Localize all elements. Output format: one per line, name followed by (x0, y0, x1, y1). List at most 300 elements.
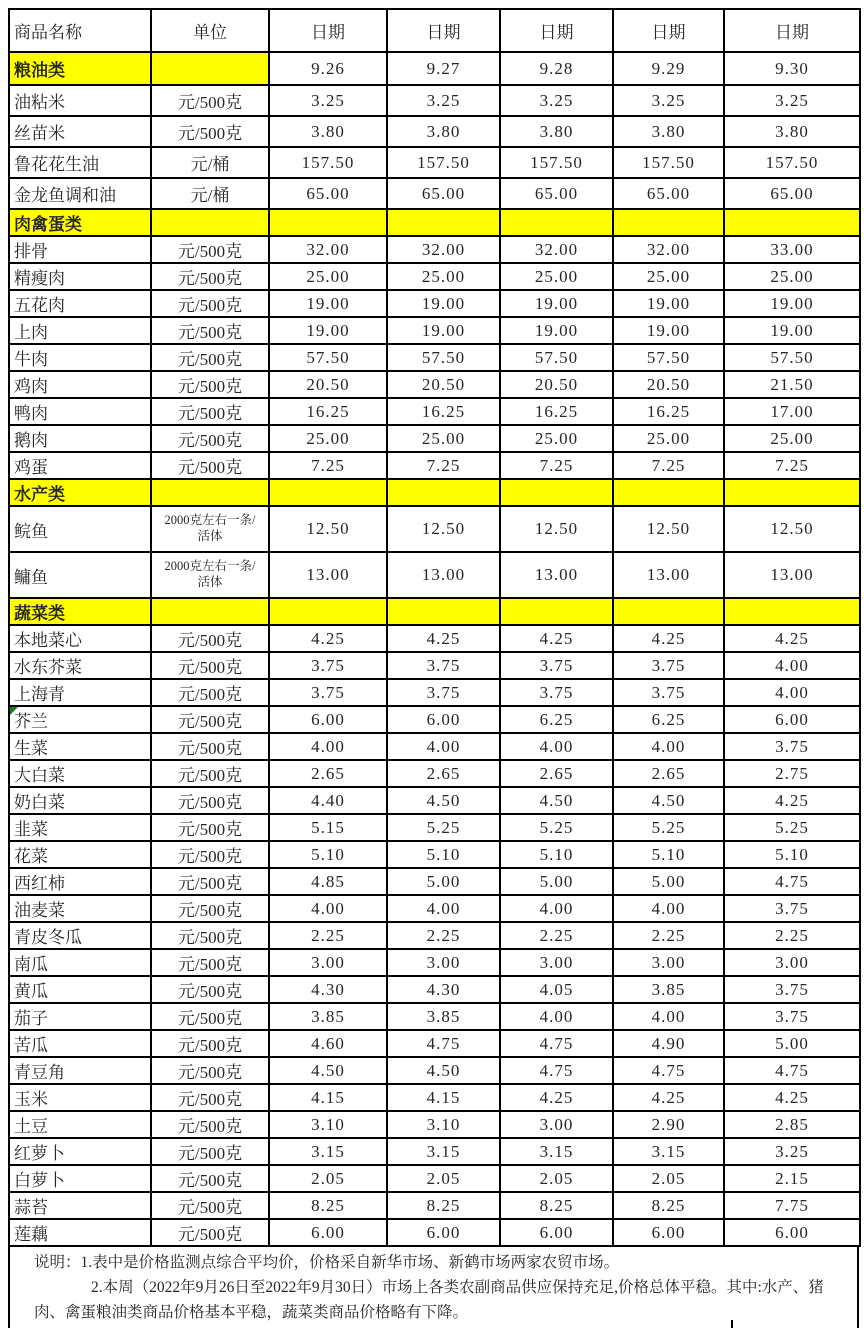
product-name-cell (9, 263, 151, 290)
price-cell: 3.15 (269, 1138, 387, 1165)
price-cell: 19.00 (724, 317, 860, 344)
unit-cell: 元/500克 (151, 625, 269, 652)
product-name-cell (9, 922, 151, 949)
price-cell: 5.25 (613, 814, 724, 841)
price-cell: 3.85 (387, 1003, 500, 1030)
price-cell: 4.40 (269, 787, 387, 814)
product-name: 鳙鱼 (14, 567, 48, 587)
price-cell: 33.00 (724, 236, 860, 263)
price-cell: 9.30 (724, 52, 860, 85)
table-row (9, 1030, 860, 1057)
price-cell: 13.00 (387, 552, 500, 598)
unit-cell: 元/500克 (151, 976, 269, 1003)
unit-cell (151, 52, 269, 85)
unit-cell: 元/500克 (151, 344, 269, 371)
price-cell: 57.50 (500, 344, 613, 371)
price-cell: 4.75 (724, 1057, 860, 1084)
price-cell: 5.10 (387, 841, 500, 868)
price-cell: 7.25 (724, 452, 860, 479)
price-cell (387, 209, 500, 236)
product-name: 上肉 (14, 323, 48, 342)
price-cell: 4.00 (613, 895, 724, 922)
unit-cell: 元/500克 (151, 949, 269, 976)
price-cell: 3.80 (387, 116, 500, 147)
table-row (9, 1084, 860, 1111)
unit-cell: 元/500克 (151, 236, 269, 263)
price-cell: 3.75 (269, 652, 387, 679)
product-name-cell (9, 841, 151, 868)
price-cell: 20.50 (500, 371, 613, 398)
price-cell: 4.30 (269, 976, 387, 1003)
price-cell: 9.28 (500, 52, 613, 85)
price-cell: 6.00 (724, 706, 860, 733)
product-name-cell (9, 652, 151, 679)
price-cell: 3.25 (613, 85, 724, 116)
price-cell: 4.75 (724, 868, 860, 895)
price-cell: 4.75 (500, 1030, 613, 1057)
price-cell: 5.00 (387, 868, 500, 895)
product-name: 粮油类 (14, 61, 65, 80)
product-name-cell (9, 760, 151, 787)
price-cell: 13.00 (613, 552, 724, 598)
product-name: 茄子 (14, 1009, 48, 1028)
price-cell: 7.25 (500, 452, 613, 479)
table-row (9, 814, 860, 841)
unit-cell: 元/500克 (151, 425, 269, 452)
price-cell: 3.75 (724, 1003, 860, 1030)
price-cell: 4.25 (500, 1084, 613, 1111)
price-cell: 3.25 (269, 85, 387, 116)
price-cell: 25.00 (613, 263, 724, 290)
unit-cell: 元/500克 (151, 1111, 269, 1138)
product-name: 花菜 (14, 847, 48, 866)
price-cell: 5.00 (500, 868, 613, 895)
price-cell: 4.50 (387, 787, 500, 814)
price-cell: 2.05 (500, 1165, 613, 1192)
product-name: 苦瓜 (14, 1036, 48, 1055)
price-cell: 3.75 (613, 679, 724, 706)
price-cell: 19.00 (613, 290, 724, 317)
price-cell: 20.50 (613, 371, 724, 398)
price-cell: 5.10 (500, 841, 613, 868)
price-cell: 3.00 (500, 949, 613, 976)
price-cell: 12.50 (500, 506, 613, 552)
price-cell: 16.25 (500, 398, 613, 425)
product-name-cell (9, 85, 151, 116)
price-cell: 25.00 (387, 263, 500, 290)
unit-cell: 元/500克 (151, 733, 269, 760)
price-cell: 157.50 (724, 147, 860, 178)
table-row (9, 868, 860, 895)
unit-cell: 元/500克 (151, 452, 269, 479)
table-row (9, 371, 860, 398)
price-cell: 2.85 (724, 1111, 860, 1138)
product-name-cell (9, 479, 151, 506)
product-name-cell (9, 1057, 151, 1084)
table-row (9, 452, 860, 479)
note-line-1: 说明：1.表中是价格监测点综合平均价，价格采自新华市场、新鹤市场两家农贸市场。 (34, 1254, 620, 1271)
table-row (9, 652, 860, 679)
price-cell: 2.05 (387, 1165, 500, 1192)
unit-cell: 元/500克 (151, 1003, 269, 1030)
price-cell: 3.00 (500, 1111, 613, 1138)
price-cell: 3.75 (269, 679, 387, 706)
price-cell: 4.25 (387, 625, 500, 652)
product-name: 水产类 (14, 485, 65, 504)
price-cell: 4.15 (269, 1084, 387, 1111)
product-name: 鲁花花生油 (14, 155, 99, 174)
comment-marker-icon (10, 707, 18, 715)
product-name: 蔬菜类 (14, 604, 65, 623)
table-row (9, 1165, 860, 1192)
product-name: 五花肉 (14, 296, 65, 315)
header-row (9, 9, 860, 52)
price-cell: 5.25 (724, 814, 860, 841)
price-cell: 2.75 (724, 760, 860, 787)
price-cell: 12.50 (387, 506, 500, 552)
price-cell: 4.50 (269, 1057, 387, 1084)
price-cell: 57.50 (724, 344, 860, 371)
price-cell: 16.25 (613, 398, 724, 425)
price-cell: 157.50 (387, 147, 500, 178)
product-name: 本地菜心 (14, 631, 82, 650)
price-cell: 7.25 (613, 452, 724, 479)
unit-cell: 元/500克 (151, 706, 269, 733)
product-name-cell (9, 1111, 151, 1138)
price-cell: 17.00 (724, 398, 860, 425)
price-cell: 3.10 (387, 1111, 500, 1138)
product-name: 红萝卜 (14, 1144, 65, 1163)
price-cell: 3.00 (387, 949, 500, 976)
table-row (9, 922, 860, 949)
unit-cell: 元/500克 (151, 1165, 269, 1192)
table-row (9, 895, 860, 922)
price-cell: 12.50 (613, 506, 724, 552)
table-row (9, 706, 860, 733)
product-name: 鸡蛋 (14, 458, 48, 477)
price-cell: 2.25 (724, 922, 860, 949)
unit-cell: 元/500克 (151, 1057, 269, 1084)
product-name: 生菜 (14, 739, 48, 758)
unit-cell: 元/500克 (151, 1219, 269, 1246)
price-cell: 7.25 (269, 452, 387, 479)
table-row (9, 1003, 860, 1030)
price-cell: 6.00 (387, 706, 500, 733)
price-cell: 2.25 (269, 922, 387, 949)
price-cell: 6.00 (724, 1219, 860, 1246)
price-cell: 4.00 (269, 895, 387, 922)
product-name: 土豆 (14, 1117, 48, 1136)
price-cell: 3.75 (613, 652, 724, 679)
unit-cell: 元/500克 (151, 1138, 269, 1165)
product-name-cell (9, 814, 151, 841)
column-header-date-3: 日期 (500, 9, 613, 52)
table-row (9, 1219, 860, 1246)
price-cell: 3.85 (269, 1003, 387, 1030)
price-cell: 5.10 (269, 841, 387, 868)
unit-cell: 元/500克 (151, 679, 269, 706)
price-cell: 6.00 (387, 1219, 500, 1246)
unit-cell: 元/500克 (151, 116, 269, 147)
unit-cell: 元/500克 (151, 371, 269, 398)
column-header-date-4: 日期 (613, 9, 724, 52)
price-cell: 2.90 (613, 1111, 724, 1138)
price-cell: 3.25 (724, 1138, 860, 1165)
product-name-cell (9, 598, 151, 625)
table-row (9, 760, 860, 787)
table-row (9, 976, 860, 1003)
price-cell: 8.25 (500, 1192, 613, 1219)
unit-cell: 元/500克 (151, 263, 269, 290)
table-row (9, 679, 860, 706)
price-cell: 2.65 (500, 760, 613, 787)
product-name-cell (9, 371, 151, 398)
price-cell: 13.00 (500, 552, 613, 598)
price-cell: 13.00 (269, 552, 387, 598)
product-name: 鹅肉 (14, 431, 48, 450)
product-name-cell (9, 1084, 151, 1111)
product-name-cell (9, 1138, 151, 1165)
price-cell: 4.00 (387, 733, 500, 760)
price-cell: 3.00 (724, 949, 860, 976)
price-cell: 9.29 (613, 52, 724, 85)
table-row (9, 1138, 860, 1165)
product-name-cell (9, 1165, 151, 1192)
category-row (9, 479, 860, 506)
table-row (9, 949, 860, 976)
price-cell: 4.25 (500, 625, 613, 652)
product-name-cell (9, 290, 151, 317)
price-cell: 8.25 (269, 1192, 387, 1219)
price-cell: 4.50 (613, 787, 724, 814)
price-cell: 3.75 (387, 679, 500, 706)
column-header-unit: 单位 (151, 9, 269, 52)
unit-cell: 元/500克 (151, 922, 269, 949)
price-cell: 4.75 (500, 1057, 613, 1084)
price-cell (269, 209, 387, 236)
price-cell: 4.90 (613, 1030, 724, 1057)
unit-cell: 元/500克 (151, 841, 269, 868)
price-cell: 16.25 (387, 398, 500, 425)
table-row (9, 147, 860, 178)
price-cell (613, 209, 724, 236)
price-cell: 4.00 (500, 1003, 613, 1030)
price-cell: 6.25 (500, 706, 613, 733)
price-cell: 4.00 (269, 733, 387, 760)
product-name: 奶白菜 (14, 793, 65, 812)
price-cell: 4.25 (724, 1084, 860, 1111)
product-name-cell (9, 506, 151, 552)
price-cell: 65.00 (500, 178, 613, 209)
price-cell: 4.00 (724, 652, 860, 679)
price-cell: 25.00 (269, 263, 387, 290)
product-name-cell (9, 236, 151, 263)
price-cell: 19.00 (387, 317, 500, 344)
table-row (9, 236, 860, 263)
price-cell: 16.25 (269, 398, 387, 425)
price-cell: 3.10 (269, 1111, 387, 1138)
unit-cell: 元/500克 (151, 652, 269, 679)
product-name-cell (9, 317, 151, 344)
table-body (9, 52, 860, 1246)
unit-cell: 元/500克 (151, 814, 269, 841)
product-name-cell (9, 706, 151, 733)
price-cell: 7.25 (387, 452, 500, 479)
product-name: 鲩鱼 (14, 521, 48, 541)
column-header-date-5: 日期 (724, 9, 860, 52)
unit-cell: 2000克左右一条/活体 (151, 506, 269, 552)
price-cell: 25.00 (724, 425, 860, 452)
price-cell: 65.00 (269, 178, 387, 209)
price-cell: 2.05 (613, 1165, 724, 1192)
price-cell: 4.00 (500, 895, 613, 922)
price-cell: 20.50 (387, 371, 500, 398)
price-cell: 3.15 (387, 1138, 500, 1165)
product-name: 牛肉 (14, 350, 48, 369)
price-cell (387, 598, 500, 625)
product-name-cell (9, 895, 151, 922)
unit-cell (151, 209, 269, 236)
price-cell: 25.00 (500, 425, 613, 452)
price-cell: 2.25 (387, 922, 500, 949)
product-name-cell (9, 209, 151, 236)
product-name-cell (9, 1192, 151, 1219)
price-cell: 65.00 (387, 178, 500, 209)
price-cell: 4.00 (613, 1003, 724, 1030)
notes-section (8, 1247, 859, 1328)
product-name: 青皮冬瓜 (14, 928, 82, 947)
price-cell: 3.00 (269, 949, 387, 976)
table-row (9, 85, 860, 116)
unit-cell: 元/500克 (151, 85, 269, 116)
price-cell: 3.15 (613, 1138, 724, 1165)
column-header-date-1: 日期 (269, 9, 387, 52)
price-cell: 4.25 (613, 625, 724, 652)
price-cell: 9.27 (387, 52, 500, 85)
product-name: 上海青 (14, 685, 65, 704)
price-cell: 4.00 (613, 733, 724, 760)
unit-cell: 元/500克 (151, 787, 269, 814)
product-name: 黄瓜 (14, 982, 48, 1001)
price-cell: 65.00 (613, 178, 724, 209)
product-name: 莲藕 (14, 1225, 48, 1244)
product-name: 玉米 (14, 1090, 48, 1109)
product-name: 西红柿 (14, 874, 65, 893)
price-cell: 3.75 (724, 895, 860, 922)
table-row (9, 116, 860, 147)
price-cell: 8.25 (613, 1192, 724, 1219)
product-name: 白萝卜 (14, 1171, 65, 1190)
price-cell (500, 209, 613, 236)
price-cell: 21.50 (724, 371, 860, 398)
product-name-cell (9, 625, 151, 652)
price-cell: 5.25 (500, 814, 613, 841)
price-cell: 6.00 (613, 1219, 724, 1246)
price-cell: 12.50 (269, 506, 387, 552)
product-name: 排骨 (14, 242, 48, 261)
price-cell: 12.50 (724, 506, 860, 552)
price-cell: 57.50 (613, 344, 724, 371)
product-name-cell (9, 679, 151, 706)
price-cell: 25.00 (724, 263, 860, 290)
table-row (9, 841, 860, 868)
product-name: 大白菜 (14, 766, 65, 785)
price-cell: 6.00 (500, 1219, 613, 1246)
price-cell: 3.25 (387, 85, 500, 116)
table-row (9, 1111, 860, 1138)
table-row (9, 1192, 860, 1219)
price-cell: 2.15 (724, 1165, 860, 1192)
price-cell: 25.00 (613, 425, 724, 452)
product-name: 韭菜 (14, 820, 48, 839)
price-cell (500, 598, 613, 625)
price-cell: 3.85 (613, 976, 724, 1003)
price-cell: 2.65 (613, 760, 724, 787)
product-name-cell (9, 868, 151, 895)
table-row (9, 398, 860, 425)
price-cell: 19.00 (500, 290, 613, 317)
unit-cell: 元/500克 (151, 760, 269, 787)
unit-cell: 元/桶 (151, 178, 269, 209)
product-name-cell (9, 52, 151, 85)
category-row (9, 598, 860, 625)
price-cell: 4.60 (269, 1030, 387, 1057)
price-cell: 32.00 (500, 236, 613, 263)
price-cell: 6.00 (269, 1219, 387, 1246)
product-name: 水东芥菜 (14, 658, 82, 677)
price-cell: 5.10 (613, 841, 724, 868)
product-name-cell (9, 552, 151, 598)
price-cell: 9.26 (269, 52, 387, 85)
price-cell: 4.00 (387, 895, 500, 922)
price-cell (613, 479, 724, 506)
price-cell: 2.05 (269, 1165, 387, 1192)
product-name-cell (9, 147, 151, 178)
price-cell (724, 598, 860, 625)
product-name-cell (9, 787, 151, 814)
product-name: 油麦菜 (14, 901, 65, 920)
price-cell: 19.00 (269, 317, 387, 344)
price-cell: 4.30 (387, 976, 500, 1003)
price-cell (387, 479, 500, 506)
price-cell: 3.80 (500, 116, 613, 147)
price-cell: 2.25 (613, 922, 724, 949)
price-cell: 3.15 (500, 1138, 613, 1165)
price-cell: 4.50 (500, 787, 613, 814)
price-cell: 20.50 (269, 371, 387, 398)
product-name-cell (9, 344, 151, 371)
price-cell: 4.25 (724, 625, 860, 652)
price-cell: 32.00 (269, 236, 387, 263)
table-row (9, 178, 860, 209)
product-name-cell (9, 452, 151, 479)
product-name: 丝苗米 (14, 124, 65, 143)
price-cell: 5.15 (269, 814, 387, 841)
product-name: 肉禽蛋类 (14, 215, 82, 234)
price-cell: 4.05 (500, 976, 613, 1003)
table-row (9, 317, 860, 344)
product-name: 鸡肉 (14, 377, 48, 396)
price-cell: 3.00 (613, 949, 724, 976)
product-name: 精瘦肉 (14, 269, 65, 288)
table-row (9, 344, 860, 371)
column-header-date-2: 日期 (387, 9, 500, 52)
price-cell: 3.25 (724, 85, 860, 116)
price-cell (500, 479, 613, 506)
product-name-cell (9, 1219, 151, 1246)
price-cell: 5.25 (387, 814, 500, 841)
product-name-cell (9, 733, 151, 760)
